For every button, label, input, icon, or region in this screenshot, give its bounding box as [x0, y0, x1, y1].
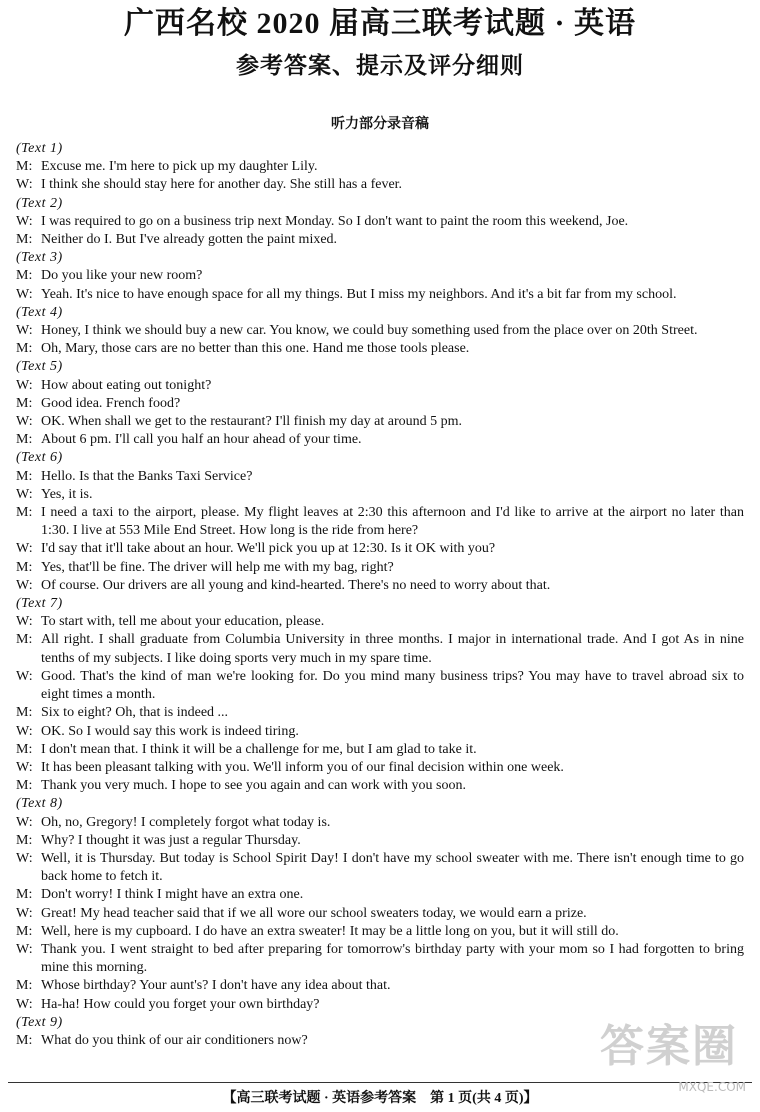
speaker-label: W: — [16, 996, 33, 1012]
dialogue-text: It has been pleasant talking with you. We'll inform you of our final decision within one week. — [41, 759, 564, 775]
text-marker: (Text 7) — [16, 596, 63, 612]
page-subtitle: 参考答案、提示及评分细则 — [236, 53, 524, 78]
speaker-label: W: — [16, 668, 33, 684]
dialogue-text: I was required to go on a business trip next Monday. So I don't want to paint the room this weekend, Joe. — [41, 213, 629, 229]
speaker-label: M: — [16, 395, 33, 411]
speaker-label: W: — [16, 814, 33, 830]
text-marker: (Text 8) — [16, 796, 63, 812]
dialogue-text: All right. I shall graduate from Columbia University in three months. I major in international trade. And I got As in nine tenths of my subjects. I like doing sports very much in my spare time. — [41, 632, 744, 666]
text-marker: (Text 1) — [16, 141, 63, 156]
dialogue-line — [16, 814, 744, 832]
text-marker: (Text 6) — [16, 450, 63, 466]
speaker-label: M: — [16, 978, 33, 994]
dialogue-line — [16, 540, 744, 558]
dialogue-text: Of course. Our drivers are all young and kind-hearted. There's no need to worry about that. — [41, 577, 551, 593]
dialogue-line — [16, 759, 744, 777]
dialogue-text: Thank you. I went straight to bed after preparing for tomorrow's birthday party with your mom so I had forgotten to bring mine this morning. — [41, 941, 744, 976]
speaker-label: W: — [16, 286, 33, 302]
dialogue-line — [16, 631, 744, 667]
dialogue-text: Honey, I think we should buy a new car. You know, we could buy something used from the place over on 20th Street. — [41, 323, 698, 339]
dialogue-text: Neither do I. But I've already gotten the paint mixed. — [41, 232, 338, 248]
watermark-logo: 答案圈 MXQE.COM — [600, 1021, 746, 1094]
dialogue-text: Great! My head teacher said that if we all wore our school sweaters today, we would earn a prize. — [41, 905, 587, 921]
speaker-label: M: — [16, 832, 33, 848]
speaker-label: W: — [16, 905, 33, 921]
speaker-label: M: — [16, 778, 33, 794]
dialogue-line — [16, 941, 744, 977]
dialogue-text: To start with, tell me about your education, please. — [41, 614, 325, 630]
dialogue-line — [16, 704, 744, 722]
dialogue-line — [16, 395, 744, 413]
speaker-label: M: — [16, 268, 33, 284]
speaker-label: M: — [16, 232, 33, 248]
dialogue-line — [16, 832, 744, 850]
speaker-label: W: — [16, 414, 33, 430]
speaker-label: M: — [16, 705, 33, 721]
dialogue-line — [16, 905, 744, 923]
speaker-label: W: — [16, 941, 33, 957]
text-marker: (Text 2) — [16, 195, 63, 211]
dialogue-text: Well, it is Thursday. But today is School Spirit Day! I don't have my school sweater with me. There isn't enough time to go back home to fetch it. — [41, 850, 744, 885]
dialogue-line — [16, 577, 744, 595]
dialogue-text: Yes, that'll be fine. The driver will help me with my bag, right? — [41, 559, 394, 575]
speaker-label: M: — [16, 887, 33, 903]
dialogue-line — [16, 267, 744, 285]
dialogue-text: Whose birthday? Your aunt's? I don't have any idea about that. — [41, 978, 391, 994]
dialogue-text: Good. That's the kind of man we're looking for. Do you mind many business trips? You may have to travel abroad six to eight times a month. — [41, 668, 744, 703]
speaker-label: W: — [16, 541, 33, 557]
speaker-label: W: — [16, 323, 33, 339]
speaker-label: W: — [16, 486, 33, 502]
dialogue-line — [16, 723, 744, 741]
speaker-label: W: — [16, 614, 33, 630]
dialogue-line — [16, 158, 744, 176]
dialogue-line — [16, 322, 744, 340]
dialogue-line — [16, 668, 744, 704]
dialogue-line — [16, 923, 744, 941]
dialogue-line — [16, 613, 744, 631]
dialogue-text: I think she should stay here for another day. She still has a fever. — [41, 177, 403, 193]
dialogue-text: OK. So I would say this work is indeed tiring. — [41, 723, 299, 739]
dialogue-line — [16, 286, 744, 304]
speaker-label: M: — [16, 559, 33, 575]
speaker-label: M: — [16, 632, 33, 648]
dialogue-line — [16, 377, 744, 395]
dialogue-text: Six to eight? Oh, that is indeed ... — [41, 705, 229, 721]
dialogue-line — [16, 231, 744, 249]
speaker-label: M: — [16, 468, 33, 484]
text-marker: (Text 9) — [16, 1014, 63, 1030]
dialogue-text: I don't mean that. I think it will be a challenge for me, but I am glad to take it. — [41, 741, 477, 757]
dialogue-text: Well, here is my cupboard. I do have an extra sweater! It may be a little long on you, but it will still do. — [41, 923, 619, 939]
dialogue-text: Why? I thought it was just a regular Thursday. — [41, 832, 301, 848]
speaker-label: M: — [16, 1032, 33, 1048]
speaker-label: W: — [16, 377, 33, 393]
dialogue-text: Don't worry! I think I might have an extra one. — [41, 887, 304, 903]
dialogue-line — [16, 413, 744, 431]
speaker-label: M: — [16, 923, 33, 939]
speaker-label: M: — [16, 341, 33, 357]
speaker-label: W: — [16, 723, 33, 739]
dialogue-text: Ha-ha! How could you forget your own birthday? — [41, 996, 320, 1012]
dialogue-line — [16, 850, 744, 886]
dialogue-line — [16, 977, 744, 995]
dialogue-line — [16, 741, 744, 759]
section-title: 听力部分录音稿 — [331, 117, 429, 132]
dialogue-text: Oh, Mary, those cars are no better than this one. Hand me those tools please. — [41, 341, 470, 357]
speaker-label: W: — [16, 850, 33, 866]
text-marker: (Text 3) — [16, 250, 63, 266]
speaker-label: W: — [16, 759, 33, 775]
page-footer: 【高三联考试题 · 英语参考答案 第 1 页(共 4 页)】 — [8, 1082, 752, 1109]
dialogue-line — [16, 340, 744, 358]
dialogue-line — [16, 213, 744, 231]
dialogue-line — [16, 468, 744, 486]
dialogue-text: Yeah. It's nice to have enough space for all my things. But I miss my neighbors. And it's a bit far from my school. — [41, 286, 677, 302]
dialogue-text: Good idea. French food? — [41, 395, 181, 411]
dialogue-text: Excuse me. I'm here to pick up my daughter Lily. — [41, 159, 318, 175]
dialogue-text: Yes, it is. — [41, 486, 93, 502]
dialogue-text: Thank you very much. I hope to see you again and can work with you soon. — [41, 778, 466, 794]
dialogue-line — [16, 176, 744, 194]
speaker-label: W: — [16, 177, 33, 193]
dialogue-text: I need a taxi to the airport, please. My flight leaves at 2:30 this afternoon and I'd like to arrive at the airport no later than 1:30. I live at 553 Mile End Street. How long is the ride from here? — [41, 505, 744, 539]
speaker-label: W: — [16, 213, 33, 229]
speaker-label: M: — [16, 505, 33, 521]
dialogue-line — [16, 777, 744, 795]
transcript-body — [0, 136, 760, 1050]
dialogue-text: How about eating out tonight? — [41, 377, 212, 393]
dialogue-text: About 6 pm. I'll call you half an hour ahead of your time. — [41, 432, 362, 448]
dialogue-text: What do you think of our air conditioners now? — [41, 1032, 308, 1048]
dialogue-line — [16, 559, 744, 577]
text-marker: (Text 4) — [16, 304, 63, 320]
dialogue-text: Hello. Is that the Banks Taxi Service? — [41, 468, 253, 484]
speaker-label: W: — [16, 577, 33, 593]
speaker-label: M: — [16, 432, 33, 448]
text-marker: (Text 5) — [16, 359, 63, 375]
dialogue-line — [16, 431, 744, 449]
dialogue-text: OK. When shall we get to the restaurant? I'll finish my day at around 5 pm. — [41, 414, 462, 430]
dialogue-text: I'd say that it'll take about an hour. We'll pick you up at 12:30. Is it OK with you? — [41, 541, 496, 557]
speaker-label: M: — [16, 741, 33, 757]
dialogue-line — [16, 886, 744, 904]
dialogue-text: Oh, no, Gregory! I completely forgot what today is. — [41, 814, 331, 830]
dialogue-line — [16, 504, 744, 540]
page-title: 广西名校 2020 届高三联考试题 · 英语 — [123, 7, 636, 40]
dialogue-line — [16, 486, 744, 504]
speaker-label: M: — [16, 159, 33, 175]
dialogue-text: Do you like your new room? — [41, 268, 203, 284]
